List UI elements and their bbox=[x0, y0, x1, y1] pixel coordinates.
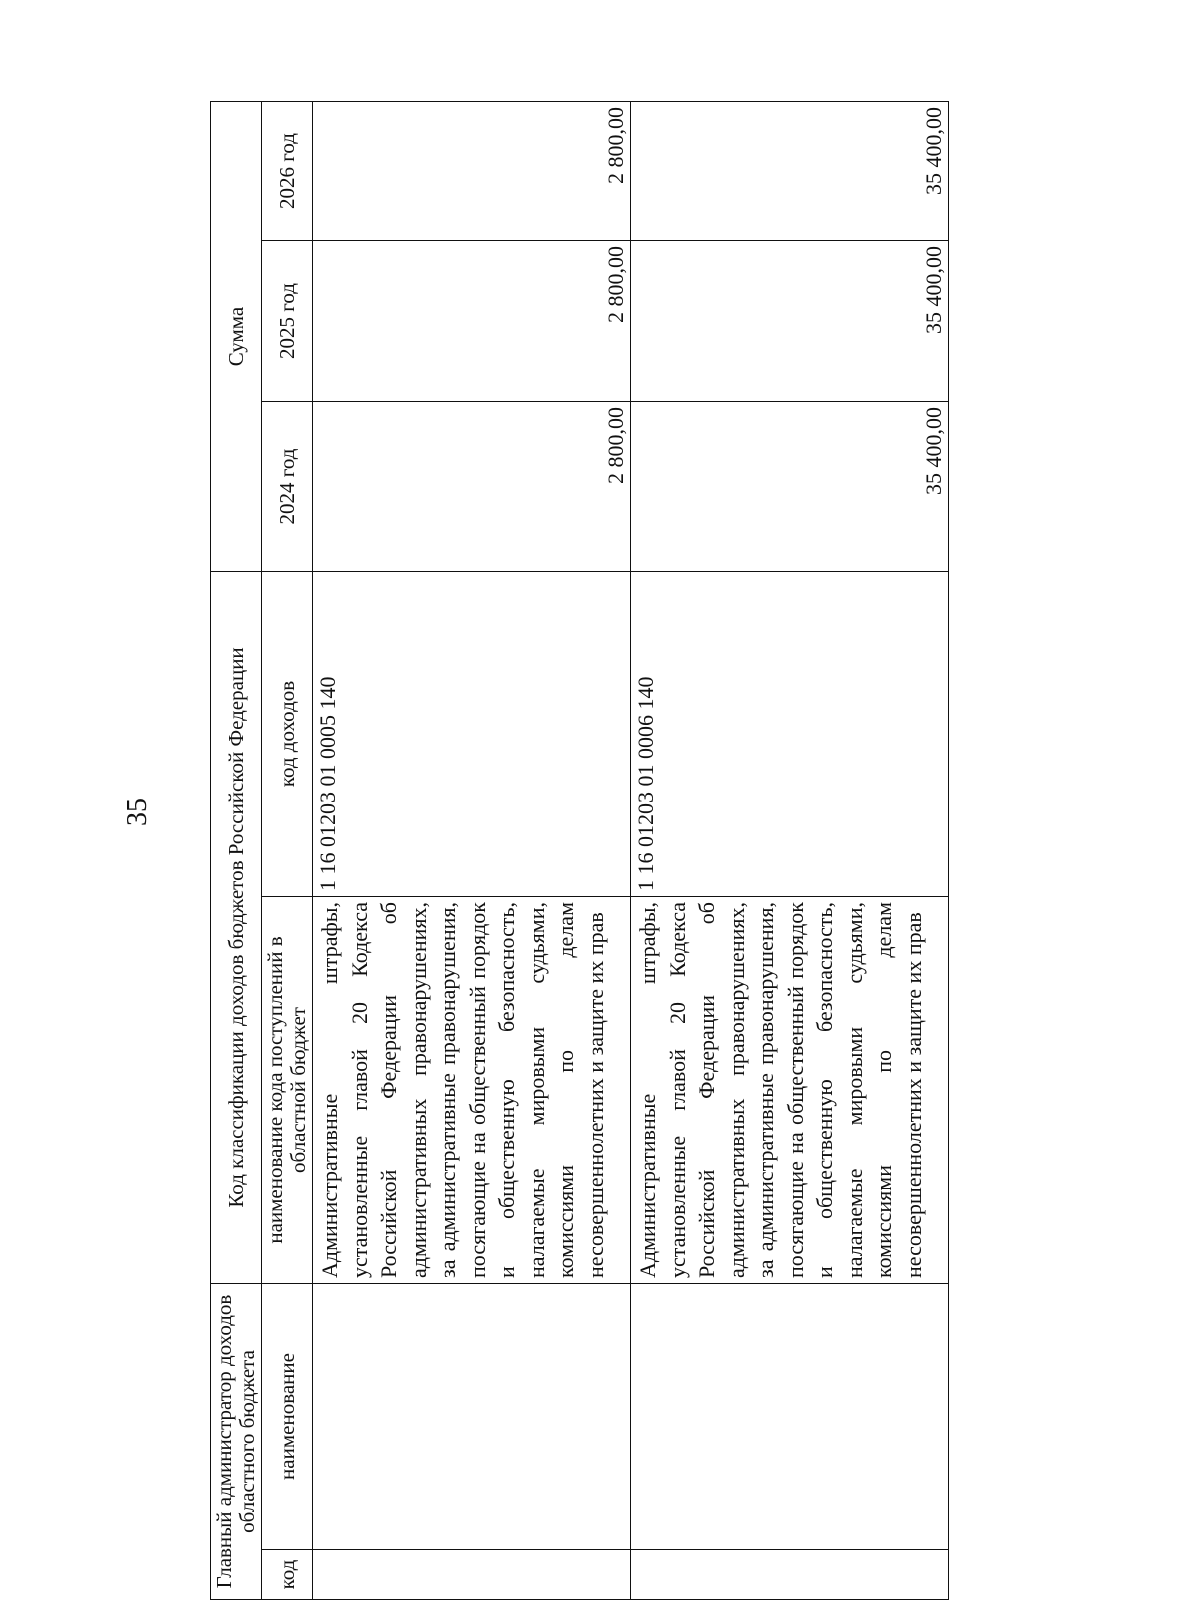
row-amount-2026: 2 800,00 bbox=[313, 101, 631, 240]
header-admin-code: код bbox=[262, 1550, 313, 1600]
header-classification-group: Код классификации доходов бюджетов Российской Федерации bbox=[211, 571, 262, 1283]
header-admin-name: наименование bbox=[262, 1284, 313, 1550]
row-amount-2024: 2 800,00 bbox=[313, 401, 631, 571]
row-amount-2026: 35 400,00 bbox=[631, 101, 949, 240]
header-row-1 bbox=[211, 101, 262, 1599]
rotated-table-wrapper bbox=[210, 102, 946, 1600]
row-admin-code bbox=[631, 1550, 949, 1600]
header-admin-group: Главный администратор доходов областного бюджета bbox=[211, 1284, 262, 1600]
row-income-name: Административные штрафы, установленные главой 20 Кодекса Российской Федерации об административных правонарушениях, за административные правонарушения, посягающие на общественный порядок и общественную безопасность, налагаемые мировыми судьями, комиссиями по делам несовершеннолетних и защите их прав bbox=[313, 897, 631, 1284]
header-row-2 bbox=[262, 101, 313, 1599]
row-income-code: 1 16 01203 01 0006 140 bbox=[631, 571, 949, 896]
row-amount-2025: 2 800,00 bbox=[313, 240, 631, 401]
row-amount-2024: 35 400,00 bbox=[631, 401, 949, 571]
header-year-2024: 2024 год bbox=[262, 401, 313, 571]
header-income-name: наименование кода поступлений в областной бюджет bbox=[262, 897, 313, 1284]
header-year-2025: 2025 год bbox=[262, 240, 313, 401]
budget-table bbox=[210, 101, 949, 1600]
page-number: 35 bbox=[122, 798, 153, 826]
table-row bbox=[631, 101, 949, 1599]
row-amount-2025: 35 400,00 bbox=[631, 240, 949, 401]
row-income-code: 1 16 01203 01 0005 140 bbox=[313, 571, 631, 896]
row-admin-name bbox=[631, 1284, 949, 1550]
header-sum-group: Сумма bbox=[211, 101, 262, 571]
table-row bbox=[313, 101, 631, 1599]
row-income-name: Административные штрафы, установленные главой 20 Кодекса Российской Федерации об административных правонарушениях, за административные правонарушения, посягающие на общественный порядок и общественную безопасность, налагаемые мировыми судьями, комиссиями по делам несовершеннолетних и защите их прав bbox=[631, 897, 949, 1284]
row-admin-name bbox=[313, 1284, 631, 1550]
row-admin-code bbox=[313, 1550, 631, 1600]
header-year-2026: 2026 год bbox=[262, 101, 313, 240]
header-income-code: код доходов bbox=[262, 571, 313, 896]
